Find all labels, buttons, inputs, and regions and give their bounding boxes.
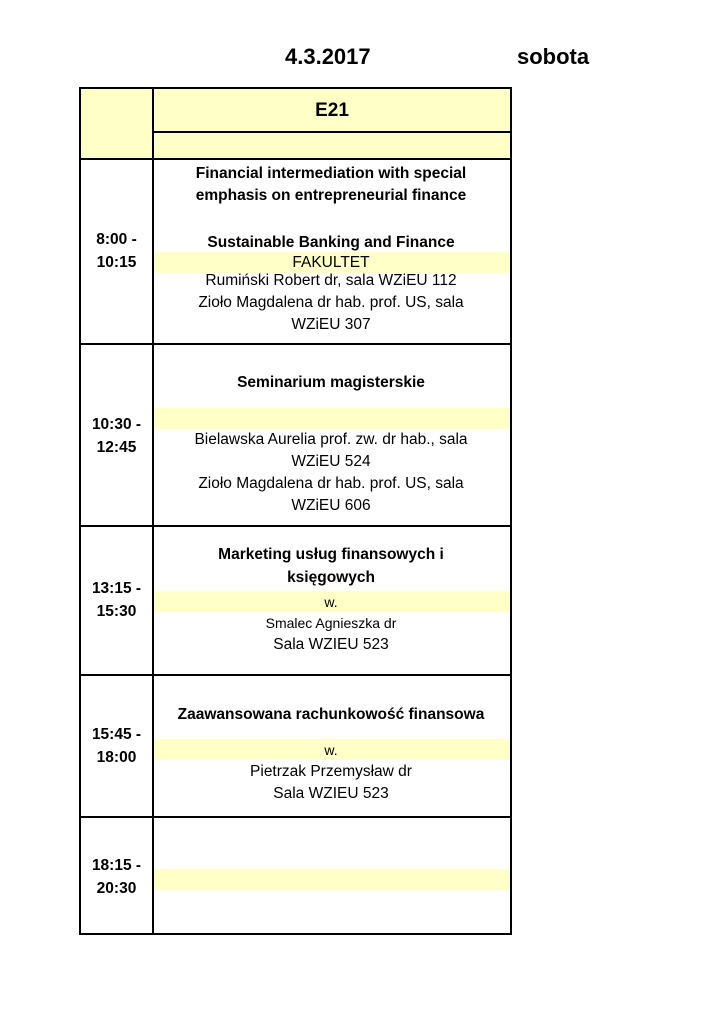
teacher: Smalec Agnieszka dr [265, 615, 397, 631]
course-title: Financial intermediation with special emphasis on entrepreneurial finance [195, 165, 467, 204]
weekday-heading: sobota [517, 44, 590, 69]
course-title: Zaawansowana rachunkowość finansowa [177, 706, 485, 723]
time-slot-5: 18:15 - 20:30 [91, 857, 142, 897]
teacher: Zioło Magdalena dr hab. prof. US, sala WZiEU 307 [198, 294, 464, 333]
teacher: Pietrzak Przemysław dr Sala WZIEU 523 [250, 763, 412, 802]
date-heading: 4.3.2017 [285, 44, 371, 69]
type-band-row-5 [154, 869, 510, 890]
teacher: Rumiński Robert dr, sala WZiEU 112 [205, 272, 457, 289]
time-slot-4: 15:45 - 18:00 [91, 726, 142, 766]
course-title: Seminarium magisterskie [237, 374, 425, 391]
class-type: w. [324, 594, 338, 610]
group-title: E21 [315, 100, 349, 121]
teacher: Bielawska Aurelia prof. zw. dr hab., sala WZiEU 524 Zioło Magdalena dr hab. prof. US, sala WZiEU 606 [194, 431, 468, 514]
course-title: Marketing usług finansowych i księgowych [218, 546, 444, 586]
time-slot-3: 13:15 - 15:30 [91, 580, 142, 620]
header-time-cell [81, 89, 152, 159]
time-slot-2: 10:30 - 12:45 [91, 416, 142, 456]
class-type: FAKULTET [292, 254, 370, 271]
room: Sala WZIEU 523 [273, 636, 389, 653]
class-type: w. [324, 742, 338, 758]
course-title: Sustainable Banking and Finance [207, 234, 455, 251]
time-slot-1: 8:00 - 10:15 [96, 231, 137, 271]
schedule-table [79, 87, 512, 935]
type-band-row-2 [154, 408, 510, 429]
